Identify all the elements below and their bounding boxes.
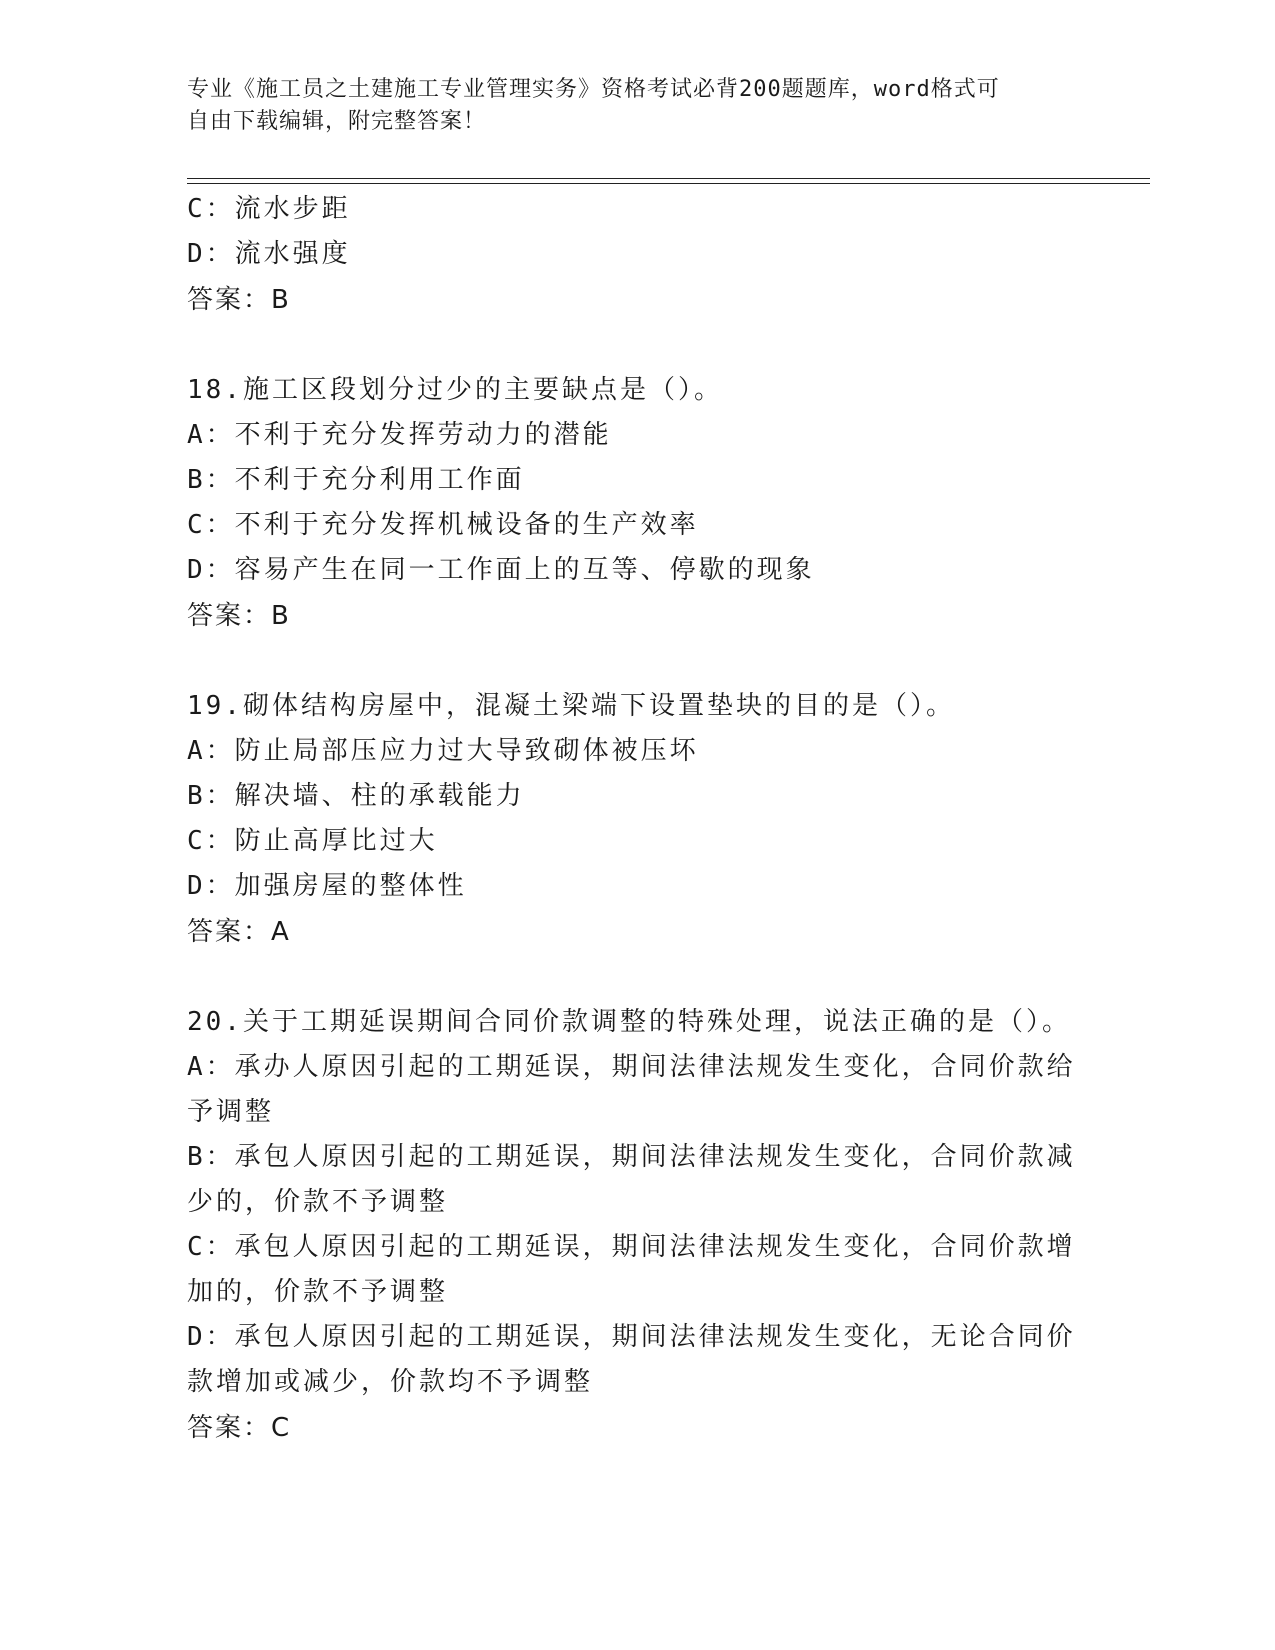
header-line-1: 专业《施工员之土建施工专业管理实务》资格考试必背200题题库，word格式可 xyxy=(187,77,1000,102)
option-line: C：防止高厚比过大 xyxy=(187,826,438,856)
answer-line: 答案：B xyxy=(187,285,291,315)
option-line: 少的，价款不予调整 xyxy=(187,1187,449,1217)
option-line: D：流水强度 xyxy=(187,239,351,269)
answer-line: 答案：B xyxy=(187,601,291,631)
header-divider-top xyxy=(187,178,1150,179)
option-line: B：承包人原因引起的工期延误，期间法律法规发生变化，合同价款减 xyxy=(187,1142,1076,1172)
answer-line: 答案：C xyxy=(187,1413,292,1443)
option-line: B：不利于充分利用工作面 xyxy=(187,465,525,495)
option-line: D：承包人原因引起的工期延误，期间法律法规发生变化，无论合同价 xyxy=(187,1322,1076,1352)
option-line: D：容易产生在同一工作面上的互等、停歇的现象 xyxy=(187,555,815,585)
option-line: C：承包人原因引起的工期延误，期间法律法规发生变化，合同价款增 xyxy=(187,1232,1076,1262)
option-line: D：加强房屋的整体性 xyxy=(187,871,467,901)
question-stem: 19.砌体结构房屋中，混凝土梁端下设置垫块的目的是（）。 xyxy=(187,691,955,721)
question-stem: 20.关于工期延误期间合同价款调整的特殊处理，说法正确的是（）。 xyxy=(187,1007,1071,1037)
header-divider-bottom xyxy=(187,183,1150,184)
header-line-2: 自由下载编辑，附完整答案！ xyxy=(187,109,487,134)
option-line: 予调整 xyxy=(187,1097,275,1127)
option-line: A：承办人原因引起的工期延误，期间法律法规发生变化，合同价款给 xyxy=(187,1052,1076,1082)
block-spacer xyxy=(187,640,1087,684)
option-line: C：不利于充分发挥机械设备的生产效率 xyxy=(187,510,699,540)
option-line: A：不利于充分发挥劳动力的潜能 xyxy=(187,420,612,450)
question-stem: 18.施工区段划分过少的主要缺点是（）。 xyxy=(187,375,723,405)
page-header xyxy=(187,74,1067,138)
block-spacer xyxy=(187,956,1087,1000)
option-line: A：防止局部压应力过大导致砌体被压坏 xyxy=(187,736,699,766)
question-list xyxy=(187,187,1087,1452)
option-line: C：流水步距 xyxy=(187,194,351,224)
block-spacer xyxy=(187,324,1087,368)
option-line: 款增加或减少，价款均不予调整 xyxy=(187,1367,594,1397)
answer-line: 答案：A xyxy=(187,917,291,947)
option-line: B：解决墙、柱的承载能力 xyxy=(187,781,525,811)
option-line: 加的，价款不予调整 xyxy=(187,1277,449,1307)
